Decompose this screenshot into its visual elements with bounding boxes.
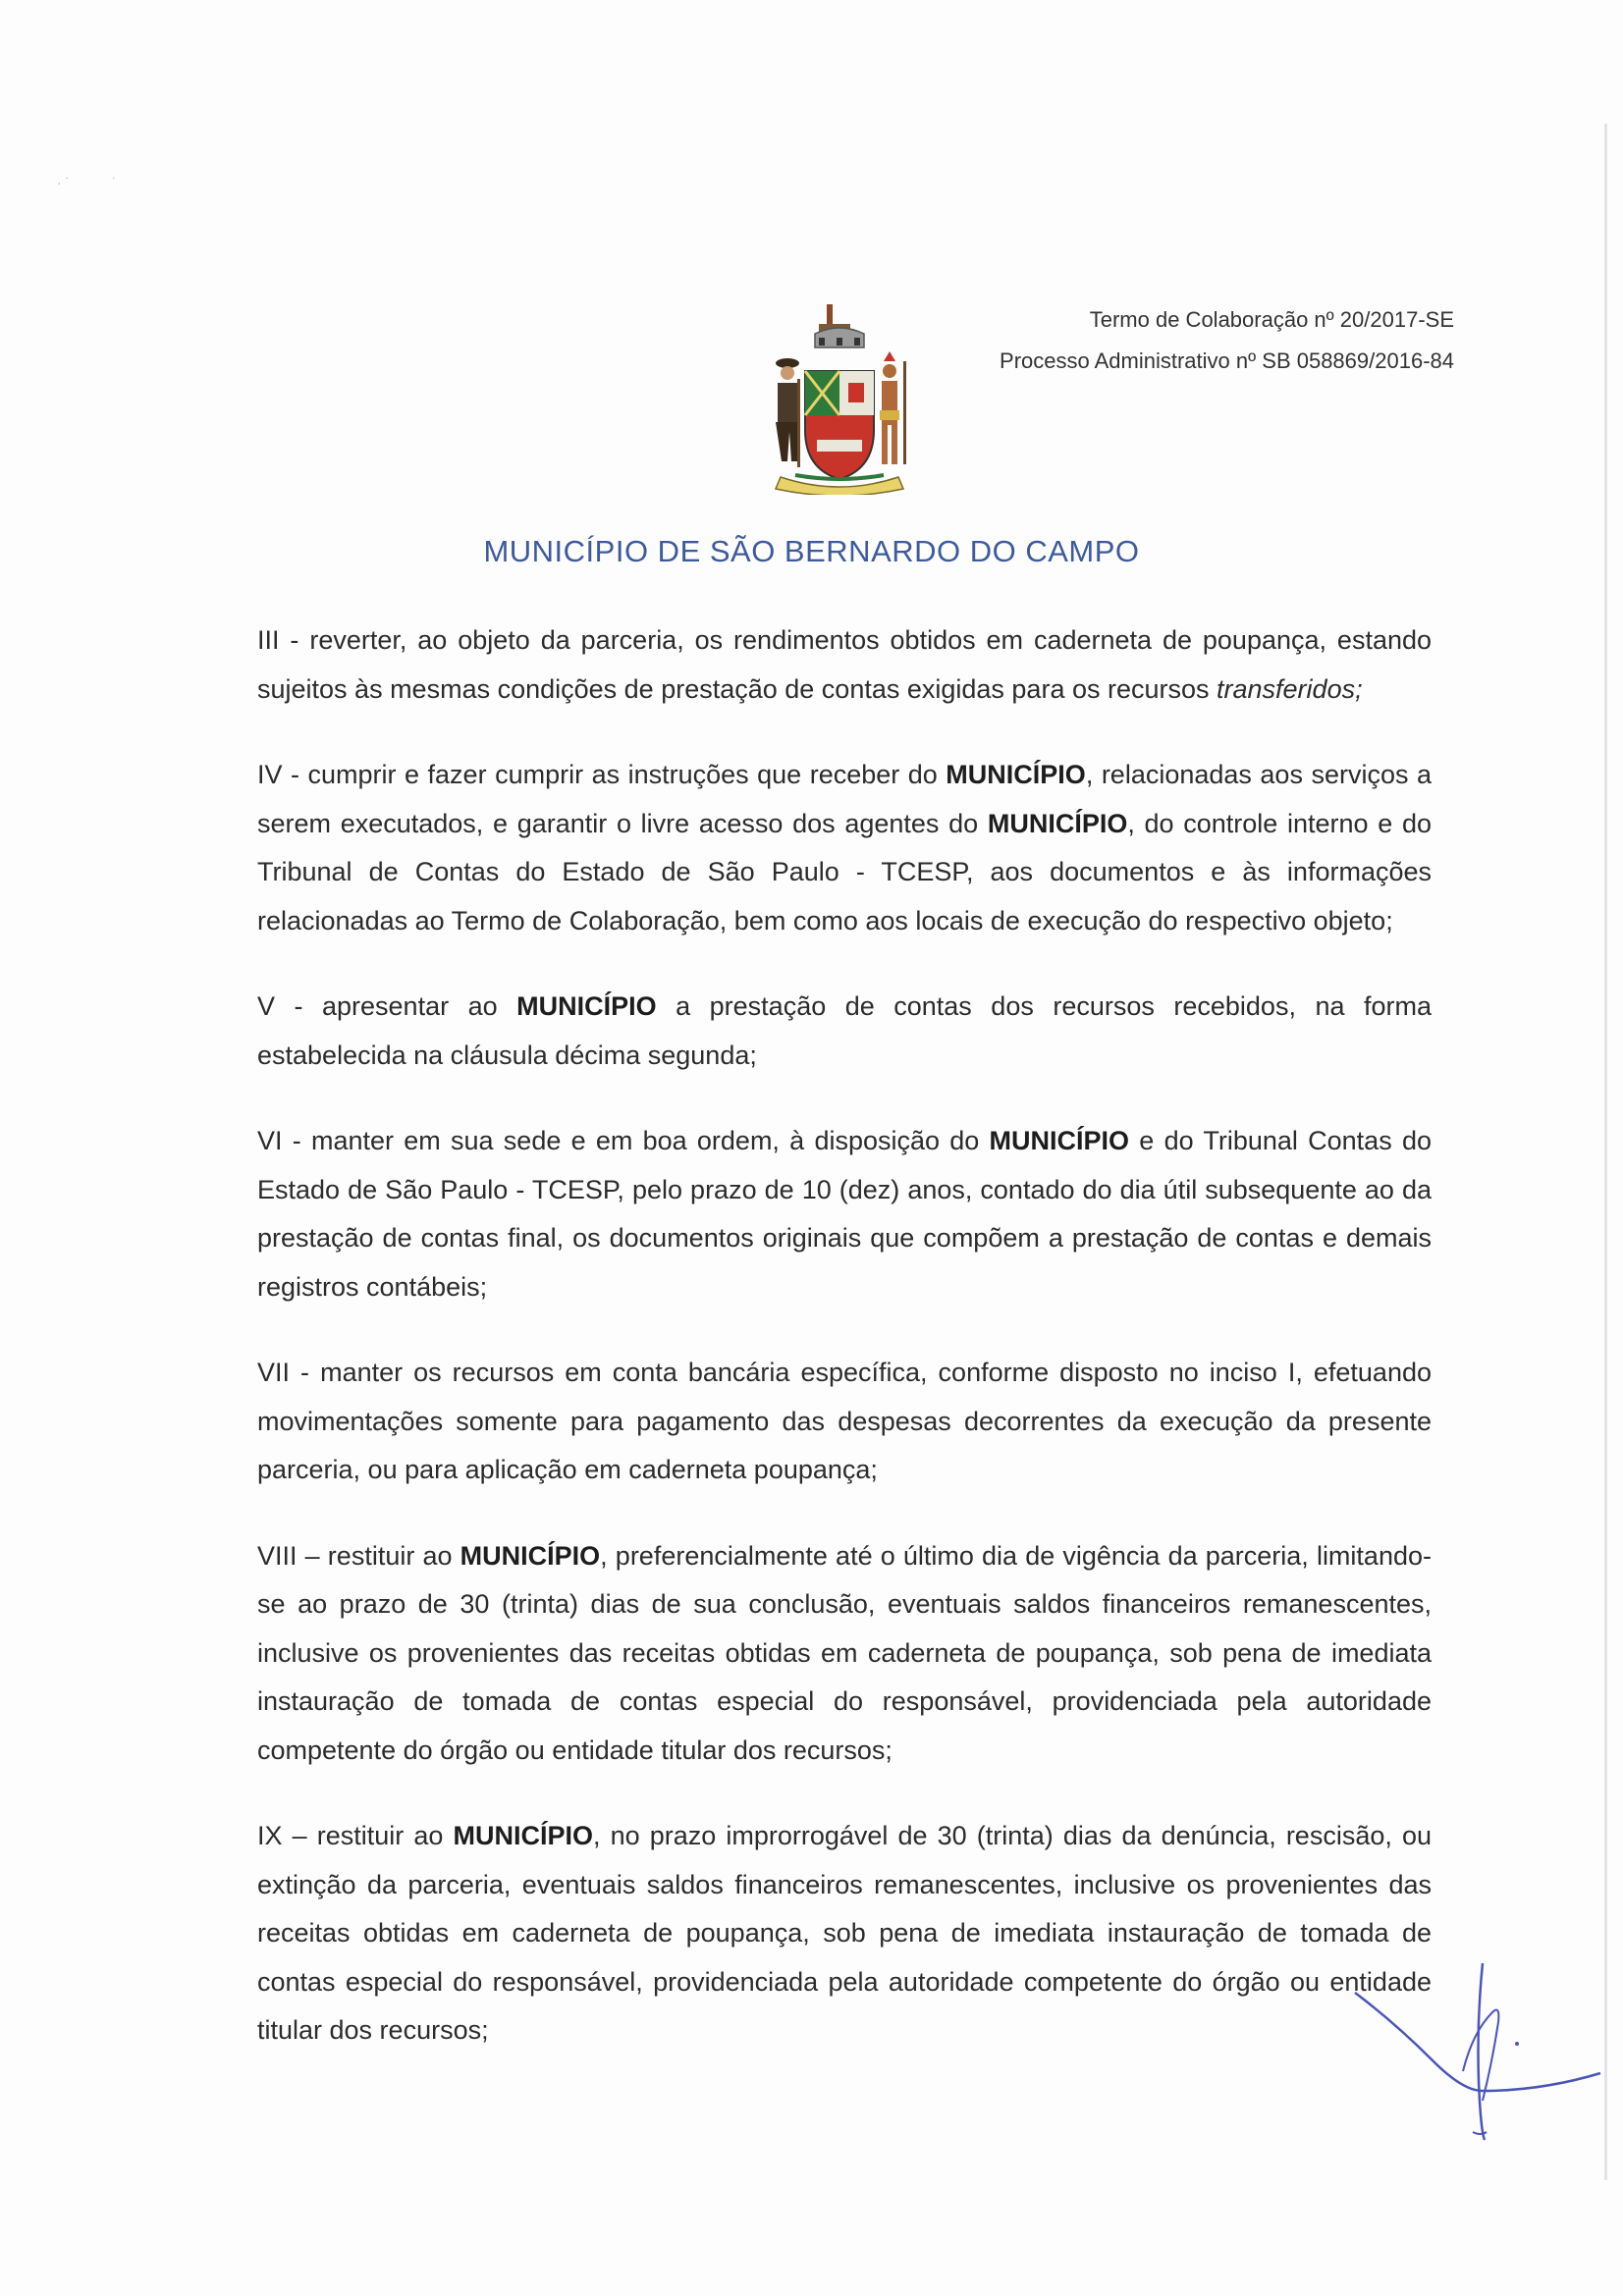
clause-numeral: VII -	[257, 1358, 310, 1387]
clause-numeral: VIII –	[257, 1540, 320, 1571]
page-edge	[1604, 124, 1607, 2180]
clause-numeral: IV -	[257, 760, 300, 789]
clause-vi: VI - manter em sua sede e em boa ordem, à disposição do MUNICÍPIO e do Tribunal Contas do Estado de São Paulo - TCESP, pelo prazo de 10 (dez) anos, contado do dia útil subsequente ao da prestação de contas final, os documentos originais que compõem a prestação de contas e demais registros contábeis;	[257, 1126, 1432, 1302]
coat-of-arms-icon	[766, 302, 913, 495]
process-reference: Processo Administrativo nº SB 058869/2016-84	[1000, 348, 1454, 373]
clause-ix: IX – restituir ao MUNICÍPIO, no prazo improrrogável de 30 (trinta) dias da denúncia, rescisão, ou extinção da parceria, eventuais saldos financeiros remanescentes, inclusive os provenientes das receitas obtidas em caderneta de poupança, sob pena de imediata instauração de tomada de contas especial do responsável, providenciada pela autoridade competente do órgão ou entidade titular dos recursos;	[257, 1821, 1432, 2045]
scan-specks: · ˙ ˙	[57, 175, 117, 190]
document-reference	[1000, 299, 1454, 382]
clause-numeral: V -	[257, 991, 303, 1021]
term-reference: Termo de Colaboração nº 20/2017-SE	[1089, 307, 1454, 332]
clause-viii: VIII – restituir ao MUNICÍPIO, preferencialmente até o último dia de vigência da parceria, limitando-se ao prazo de 30 (trinta) dias de sua conclusão, eventuais saldos financeiros remanescentes, inclusive os provenientes das receitas obtidas em caderneta de poupança, sob pena de imediata instauração de tomada de contas especial do responsável, providenciada pela autoridade competente do órgão ou entidade titular dos recursos;	[257, 1540, 1432, 1765]
clause-iv: IV - cumprir e fazer cumprir as instruções que receber do MUNICÍPIO, relacionadas aos serviços a serem executados, e garantir o livre acesso dos agentes do MUNICÍPIO, do controle interno e do Tribunal de Contas do Estado de São Paulo - TCESP, aos documentos e às informações relacionadas ao Termo de Colaboração, bem como aos locais de execução do respectivo objeto;	[257, 760, 1432, 935]
clause-numeral: VI -	[257, 1126, 301, 1155]
clause-numeral: IX –	[257, 1821, 307, 1850]
clauses-list	[257, 616, 1432, 2093]
clause-v: V - apresentar ao MUNICÍPIO a prestação de contas dos recursos recebidos, na forma estabelecida na cláusula décima segunda;	[257, 991, 1432, 1070]
clause-iii: III - reverter, ao objeto da parceria, os rendimentos obtidos em caderneta de poupança, estando sujeitos às mesmas condições de prestação de contas exigidas para os recursos transferidos;	[257, 625, 1433, 704]
page-title: MUNICÍPIO DE SÃO BERNARDO DO CAMPO	[483, 534, 1140, 568]
clause-numeral: III -	[257, 625, 299, 655]
clause-vii: VII - manter os recursos em conta bancária específica, conforme disposto no inciso I, efetuando movimentações somente para pagamento das despesas decorrentes da execução da presente parceria, ou para aplicação em caderneta poupança;	[257, 1358, 1432, 1484]
handwritten-signature	[1316, 1953, 1610, 2150]
